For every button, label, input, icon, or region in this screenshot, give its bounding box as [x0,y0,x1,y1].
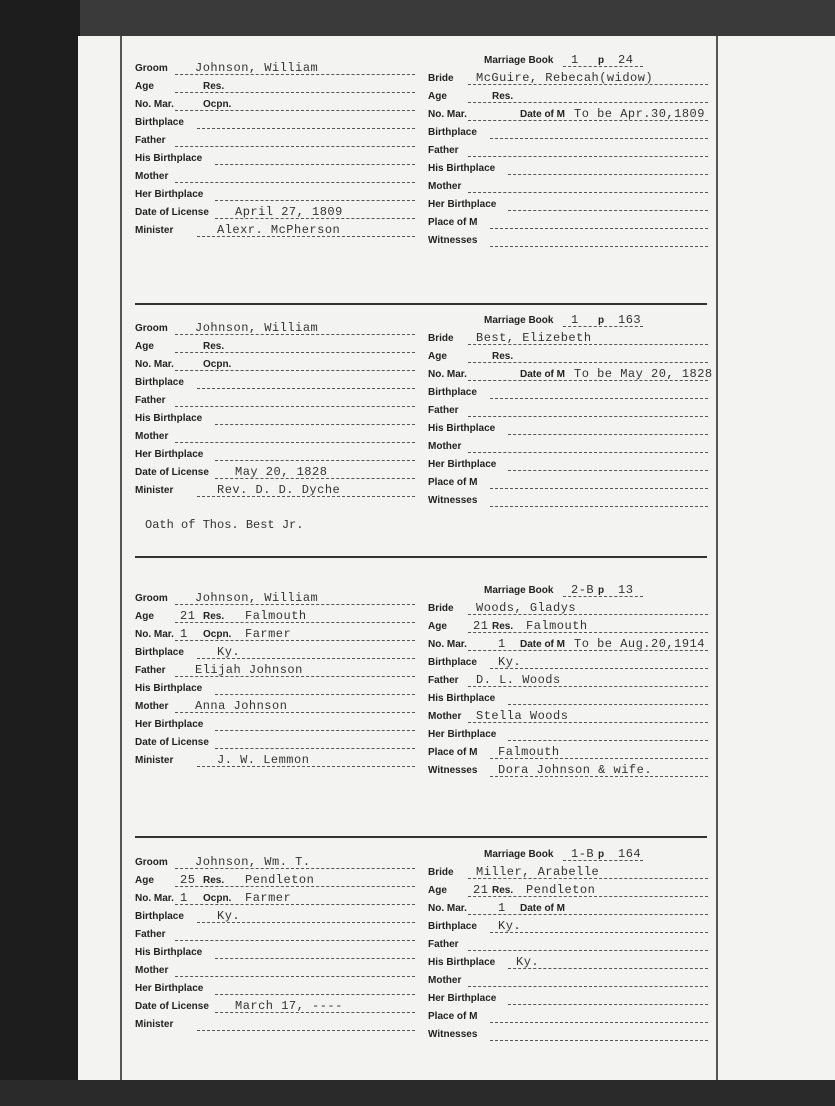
bride-field-row [428,124,708,142]
bride-field-row [428,106,708,124]
record-note: Oath of Thos. Best Jr. [145,518,304,532]
field-label: Father [135,665,166,676]
scan-top-border [0,0,835,38]
groom-field-row [135,854,415,872]
field-value: To be Aug.20,1914 [574,637,705,651]
field-label: Marriage Book [484,315,554,326]
field-label: Birthplace [428,921,477,932]
field-line [490,932,708,933]
field-value: 25 [180,873,196,887]
field-label: No. Mar. [428,903,467,914]
field-line [490,1022,708,1023]
field-label: p [598,315,605,326]
field-label: No. Mar. [428,369,467,380]
field-label: Date of M [520,639,565,650]
field-value: To be Apr.30,1809 [574,107,705,121]
field-line [490,668,708,669]
field-label: Res. [492,351,514,362]
field-line [215,958,415,959]
field-value: Johnson, Wm. T. [195,855,311,869]
field-line [508,470,708,471]
field-line [508,434,708,435]
field-label: Mother [135,171,169,182]
bride-field-row [428,654,708,672]
field-value: D. L. Woods [476,673,561,687]
bride-field-row [428,70,708,88]
groom-field-row [135,734,415,752]
groom-field-row [135,132,415,150]
field-label: Mother [135,965,169,976]
field-label: No. Mar. [428,639,467,650]
field-line [215,424,415,425]
groom-field-row [135,204,415,222]
bride-field-row [428,1008,708,1026]
bride-field-row [428,744,708,762]
field-line [175,146,415,147]
bride-field-row [428,690,708,708]
field-label: Her Birthplace [135,719,204,730]
bride-field-row [428,954,708,972]
field-value: Pendleton [526,883,596,897]
field-label: Father [428,145,459,156]
field-label: Mother [428,711,462,722]
field-label: Her Birthplace [428,993,497,1004]
field-label: Age [135,611,154,622]
bride-field-row [428,864,708,882]
groom-field-row [135,410,415,428]
field-line [508,740,708,741]
field-label: Res. [203,875,225,886]
bride-field-row [428,1026,708,1044]
field-value: 2-B [571,583,595,597]
groom-field-row [135,482,415,500]
bride-field-row [428,900,708,918]
bride-field-row [428,600,708,618]
bride-field-row [428,214,708,232]
field-line [197,1030,415,1031]
bride-field-row [428,312,708,330]
bride-field-row [428,846,708,864]
field-value: 21 [180,609,196,623]
bride-field-row [428,52,708,70]
field-label: Res. [203,81,225,92]
field-label: Date of License [135,467,209,478]
bride-field-row [428,160,708,178]
field-label: Father [428,939,459,950]
field-label: Bride [428,73,454,84]
field-label: Minister [135,755,174,766]
field-line [468,416,708,417]
field-value: Dora Johnson & wife. [498,763,653,777]
field-label: Minister [135,1019,174,1030]
field-line [197,128,415,129]
field-value: Falmouth [498,745,560,759]
field-value: 1 [498,901,506,915]
field-label: Date of License [135,737,209,748]
field-line [215,164,415,165]
field-value: Farmer [245,891,292,905]
field-label: His Birthplace [135,153,203,164]
field-line [468,156,708,157]
bride-field-row [428,972,708,990]
field-label: Witnesses [428,765,478,776]
field-line [508,174,708,175]
groom-field-row [135,908,415,926]
groom-field-row [135,944,415,962]
bride-field-row [428,918,708,936]
field-label: Bride [428,867,454,878]
groom-field-row [135,980,415,998]
field-value: Johnson, William [195,61,319,75]
bride-field-row [428,384,708,402]
groom-field-row [135,590,415,608]
field-label: Ocpn. [203,359,232,370]
field-value: 164 [618,847,642,861]
field-label: Birthplace [135,377,184,388]
field-line [215,994,415,995]
field-label: His Birthplace [428,163,496,174]
field-value: Falmouth [526,619,588,633]
groom-field-row [135,1016,415,1034]
field-line [175,370,415,371]
groom-field-row [135,608,415,626]
field-line [197,388,415,389]
field-line [215,200,415,201]
groom-field-row [135,662,415,680]
groom-field-row [135,150,415,168]
field-label: Her Birthplace [135,189,204,200]
field-label: Date of License [135,1001,209,1012]
field-line [215,730,415,731]
field-line [175,92,415,93]
field-label: Marriage Book [484,585,554,596]
field-label: Groom [135,63,168,74]
field-label: Groom [135,593,168,604]
field-label: p [598,585,605,596]
bride-field-row [428,88,708,106]
field-value: Falmouth [245,609,307,623]
field-value: March 17, ---- [235,999,343,1013]
groom-field-row [135,644,415,662]
field-line [175,442,415,443]
bride-field-row [428,420,708,438]
field-label: Her Birthplace [428,729,497,740]
field-value: Ky. [217,909,241,923]
field-value: Ky. [498,919,522,933]
field-value: 1 [180,627,188,641]
field-label: Ocpn. [203,629,232,640]
bride-field-row [428,492,708,510]
field-line [215,694,415,695]
field-label: Bride [428,333,454,344]
groom-field-row [135,114,415,132]
groom-field-row [135,356,415,374]
field-label: Ocpn. [203,893,232,904]
bride-field-row [428,178,708,196]
field-label: p [598,55,605,66]
field-value: 1 [571,53,579,67]
field-value: Pendleton [245,873,315,887]
field-value: Rev. D. D. Dyche [217,483,341,497]
field-label: Her Birthplace [135,983,204,994]
field-value: Johnson, William [195,321,319,335]
field-label: Her Birthplace [135,449,204,460]
field-label: His Birthplace [428,957,496,968]
field-label: Mother [428,441,462,452]
field-value: 1 [498,637,506,651]
field-line [468,362,708,363]
field-value: 13 [618,583,634,597]
groom-field-row [135,926,415,944]
field-label: Res. [492,885,514,896]
bride-field-row [428,330,708,348]
bride-field-row [428,582,708,600]
field-label: Mother [135,701,169,712]
field-value: 21 [473,619,489,633]
field-line [175,976,415,977]
field-label: Date of M [520,903,565,914]
field-label: Ocpn. [203,99,232,110]
field-label: Bride [428,603,454,614]
field-label: His Birthplace [135,683,203,694]
field-label: Marriage Book [484,55,554,66]
bride-field-row [428,456,708,474]
field-label: Father [135,395,166,406]
field-label: His Birthplace [428,693,496,704]
field-value: J. W. Lemmon [217,753,310,767]
field-label: Marriage Book [484,849,554,860]
field-line [175,182,415,183]
bride-field-row [428,142,708,160]
field-line [508,1004,708,1005]
field-line [468,102,708,103]
field-label: Date of M [520,369,565,380]
field-line [490,228,708,229]
field-line [468,950,708,951]
field-value: May 20, 1828 [235,465,328,479]
field-value: To be May 20, 1828 [574,367,713,381]
field-line [490,488,708,489]
field-label: Father [135,929,166,940]
marriage-record [0,582,835,842]
groom-field-row [135,428,415,446]
field-label: Birthplace [428,127,477,138]
field-label: Res. [203,341,225,352]
field-label: Age [428,621,447,632]
field-label: Place of M [428,747,478,758]
field-line [215,460,415,461]
field-label: Res. [492,91,514,102]
groom-field-row [135,698,415,716]
groom-field-row [135,626,415,644]
field-label: Mother [428,181,462,192]
field-value: Farmer [245,627,292,641]
field-line [468,452,708,453]
groom-field-row [135,222,415,240]
field-label: No. Mar. [135,893,174,904]
field-label: Age [135,81,154,92]
field-label: Mother [135,431,169,442]
field-value: Stella Woods [476,709,569,723]
field-label: Witnesses [428,1029,478,1040]
groom-field-row [135,374,415,392]
marriage-record [0,846,835,1106]
field-label: Place of M [428,1011,478,1022]
field-line [490,398,708,399]
field-value: 21 [473,883,489,897]
field-line [468,632,708,633]
bride-field-row [428,196,708,214]
field-label: Date of License [135,207,209,218]
bride-field-row [428,232,708,250]
field-label: Age [428,91,447,102]
bride-field-row [428,438,708,456]
field-label: Birthplace [428,387,477,398]
field-label: Father [135,135,166,146]
field-value: 163 [618,313,642,327]
groom-field-row [135,186,415,204]
field-label: His Birthplace [135,413,203,424]
field-label: Groom [135,857,168,868]
field-label: Res. [492,621,514,632]
field-line [175,640,415,641]
bride-field-row [428,990,708,1008]
bride-field-row [428,348,708,366]
bride-field-row [428,618,708,636]
groom-field-row [135,96,415,114]
field-label: Father [428,405,459,416]
field-label: Res. [203,611,225,622]
field-label: Age [135,341,154,352]
marriage-record [0,312,835,572]
field-value: McGuire, Rebecah(widow) [476,71,654,85]
field-line [175,110,415,111]
field-label: No. Mar. [135,359,174,370]
field-label: Her Birthplace [428,459,497,470]
groom-field-row [135,338,415,356]
field-label: Date of M [520,109,565,120]
field-line [468,192,708,193]
field-label: Age [428,885,447,896]
groom-field-row [135,998,415,1016]
field-value: Woods, Gladys [476,601,577,615]
field-value: Ky. [217,645,241,659]
groom-field-row [135,464,415,482]
field-label: No. Mar. [135,629,174,640]
bride-field-row [428,636,708,654]
field-line [175,406,415,407]
field-line [175,352,415,353]
field-label: Minister [135,225,174,236]
field-line [508,210,708,211]
field-value: 1 [180,891,188,905]
field-value: 24 [618,53,634,67]
field-label: Witnesses [428,495,478,506]
field-label: Father [428,675,459,686]
field-label: Age [135,875,154,886]
field-line [215,748,415,749]
field-value: Best, Elizebeth [476,331,592,345]
field-label: Birthplace [428,657,477,668]
bride-field-row [428,762,708,780]
field-label: No. Mar. [135,99,174,110]
field-line [490,138,708,139]
groom-field-row [135,392,415,410]
field-value: Anna Johnson [195,699,288,713]
bride-field-row [428,672,708,690]
field-value: Ky. [516,955,540,969]
groom-field-row [135,752,415,770]
bride-field-row [428,882,708,900]
field-value: Johnson, William [195,591,319,605]
bride-field-row [428,474,708,492]
field-value: 1 [571,313,579,327]
field-line [508,704,708,705]
field-label: Birthplace [135,911,184,922]
field-value: April 27, 1809 [235,205,343,219]
field-label: No. Mar. [428,109,467,120]
bride-field-row [428,726,708,744]
field-line [175,940,415,941]
field-value: Elijah Johnson [195,663,303,677]
groom-field-row [135,78,415,96]
field-label: p [598,849,605,860]
field-label: His Birthplace [135,947,203,958]
bride-field-row [428,708,708,726]
field-value: Ky. [498,655,522,669]
marriage-record [0,52,835,312]
field-label: Groom [135,323,168,334]
field-line [490,246,708,247]
groom-field-row [135,446,415,464]
groom-field-row [135,320,415,338]
field-label: Place of M [428,217,478,228]
field-label: Witnesses [428,235,478,246]
groom-field-row [135,680,415,698]
groom-field-row [135,168,415,186]
groom-field-row [135,872,415,890]
groom-field-row [135,716,415,734]
field-value: 1-B [571,847,595,861]
bride-field-row [428,936,708,954]
groom-field-row [135,60,415,78]
field-label: Her Birthplace [428,199,497,210]
field-label: His Birthplace [428,423,496,434]
field-line [468,986,708,987]
field-label: Age [428,351,447,362]
groom-field-row [135,962,415,980]
bride-field-row [428,366,713,384]
field-line [490,506,708,507]
field-value: Alexr. McPherson [217,223,341,237]
field-line [490,1040,708,1041]
bride-field-row [428,402,708,420]
field-line [175,904,415,905]
field-label: Birthplace [135,117,184,128]
field-label: Mother [428,975,462,986]
field-label: Place of M [428,477,478,488]
field-label: Minister [135,485,174,496]
field-value: Miller, Arabelle [476,865,600,879]
field-label: Birthplace [135,647,184,658]
groom-field-row [135,890,415,908]
